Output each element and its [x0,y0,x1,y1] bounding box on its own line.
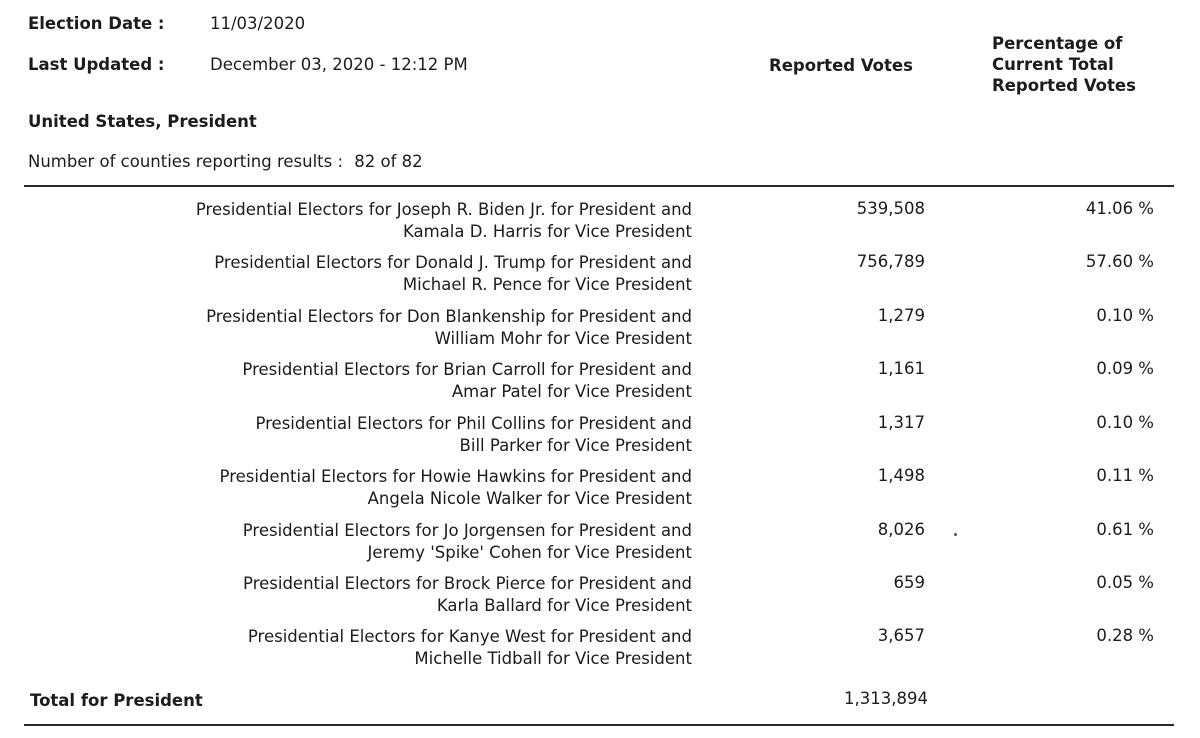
column-header-reported-votes: Reported Votes [769,56,913,75]
race-title: United States, President [28,112,257,131]
candidate-line2: Kamala D. Harris for Vice President [402,222,692,241]
percentage-cell: 0.10 % [1096,306,1154,325]
last-updated-value: December 03, 2020 - 12:12 PM [210,55,468,74]
votes-cell: 659 [893,573,925,592]
votes-cell: 539,508 [856,199,925,218]
votes-cell: 1,317 [877,413,925,432]
percentage-cell: 0.61 % [1096,520,1154,539]
candidate-line1: Presidential Electors for Don Blankenship for President and [206,307,692,326]
votes-cell: 1,161 [877,359,925,378]
percentage-cell: 0.10 % [1096,413,1154,432]
candidate-line2: William Mohr for Vice President [434,329,692,348]
candidate-line2: Angela Nicole Walker for Vice President [367,489,692,508]
votes-cell: 1,498 [877,466,925,485]
candidate-line2: Amar Patel for Vice President [451,382,692,401]
column-header-percentage-line3: Reported Votes [992,76,1136,95]
percentage-cell: 0.28 % [1096,626,1154,645]
candidate-cell [242,359,692,403]
total-votes: 1,313,894 [844,689,928,708]
percentage-cell: 41.06 % [1085,199,1154,218]
candidate-cell [214,252,692,296]
candidate-cell [248,626,692,670]
candidate-line1: Presidential Electors for Jo Jorgensen for President and [242,521,692,540]
column-header-percentage [992,33,1136,96]
election-date-value: 11/03/2020 [210,14,306,33]
votes-cell: 3,657 [877,626,925,645]
counties-reporting [28,152,423,171]
candidate-line1: Presidential Electors for Phil Collins for President and [255,414,692,433]
votes-cell: 756,789 [856,252,925,271]
candidate-cell [220,466,692,510]
candidate-line1: Presidential Electors for Joseph R. Biden Jr. for President and [195,200,692,219]
column-header-percentage-line2: Current Total [992,55,1114,74]
percentage-cell: 0.11 % [1096,466,1154,485]
header-divider [24,185,1174,187]
election-date-label: Election Date : [28,14,165,33]
candidate-line1: Presidential Electors for Howie Hawkins for President and [219,467,692,486]
candidate-cell [206,306,692,350]
total-label: Total for President [30,691,203,710]
candidate-cell [196,199,692,243]
candidate-line2: Jeremy 'Spike' Cohen for Vice President [367,543,692,562]
candidate-line1: Presidential Electors for Brian Carroll for President and [242,360,692,379]
candidate-line2: Michael R. Pence for Vice President [402,275,692,294]
candidate-line2: Bill Parker for Vice President [459,436,692,455]
candidate-cell [255,413,692,457]
scan-speck [954,533,957,536]
candidate-line1: Presidential Electors for Brock Pierce for President and [243,574,692,593]
candidate-line2: Michelle Tidball for Vice President [414,649,692,668]
column-header-percentage-line1: Percentage of [992,34,1123,53]
footer-divider [24,724,1174,726]
candidate-line1: Presidential Electors for Kanye West for President and [247,627,692,646]
votes-cell: 8,026 [877,520,925,539]
counties-reporting-label: Number of counties reporting results : [28,152,344,171]
votes-cell: 1,279 [877,306,925,325]
candidate-line1: Presidential Electors for Donald J. Trump for President and [214,253,692,272]
candidate-line2: Karla Ballard for Vice President [436,596,692,615]
candidate-cell [243,573,692,617]
counties-reporting-value: 82 of 82 [354,152,423,171]
percentage-cell: 0.09 % [1096,359,1154,378]
candidate-cell [243,520,692,564]
percentage-cell: 0.05 % [1096,573,1154,592]
last-updated-label: Last Updated : [28,55,165,74]
percentage-cell: 57.60 % [1085,252,1154,271]
